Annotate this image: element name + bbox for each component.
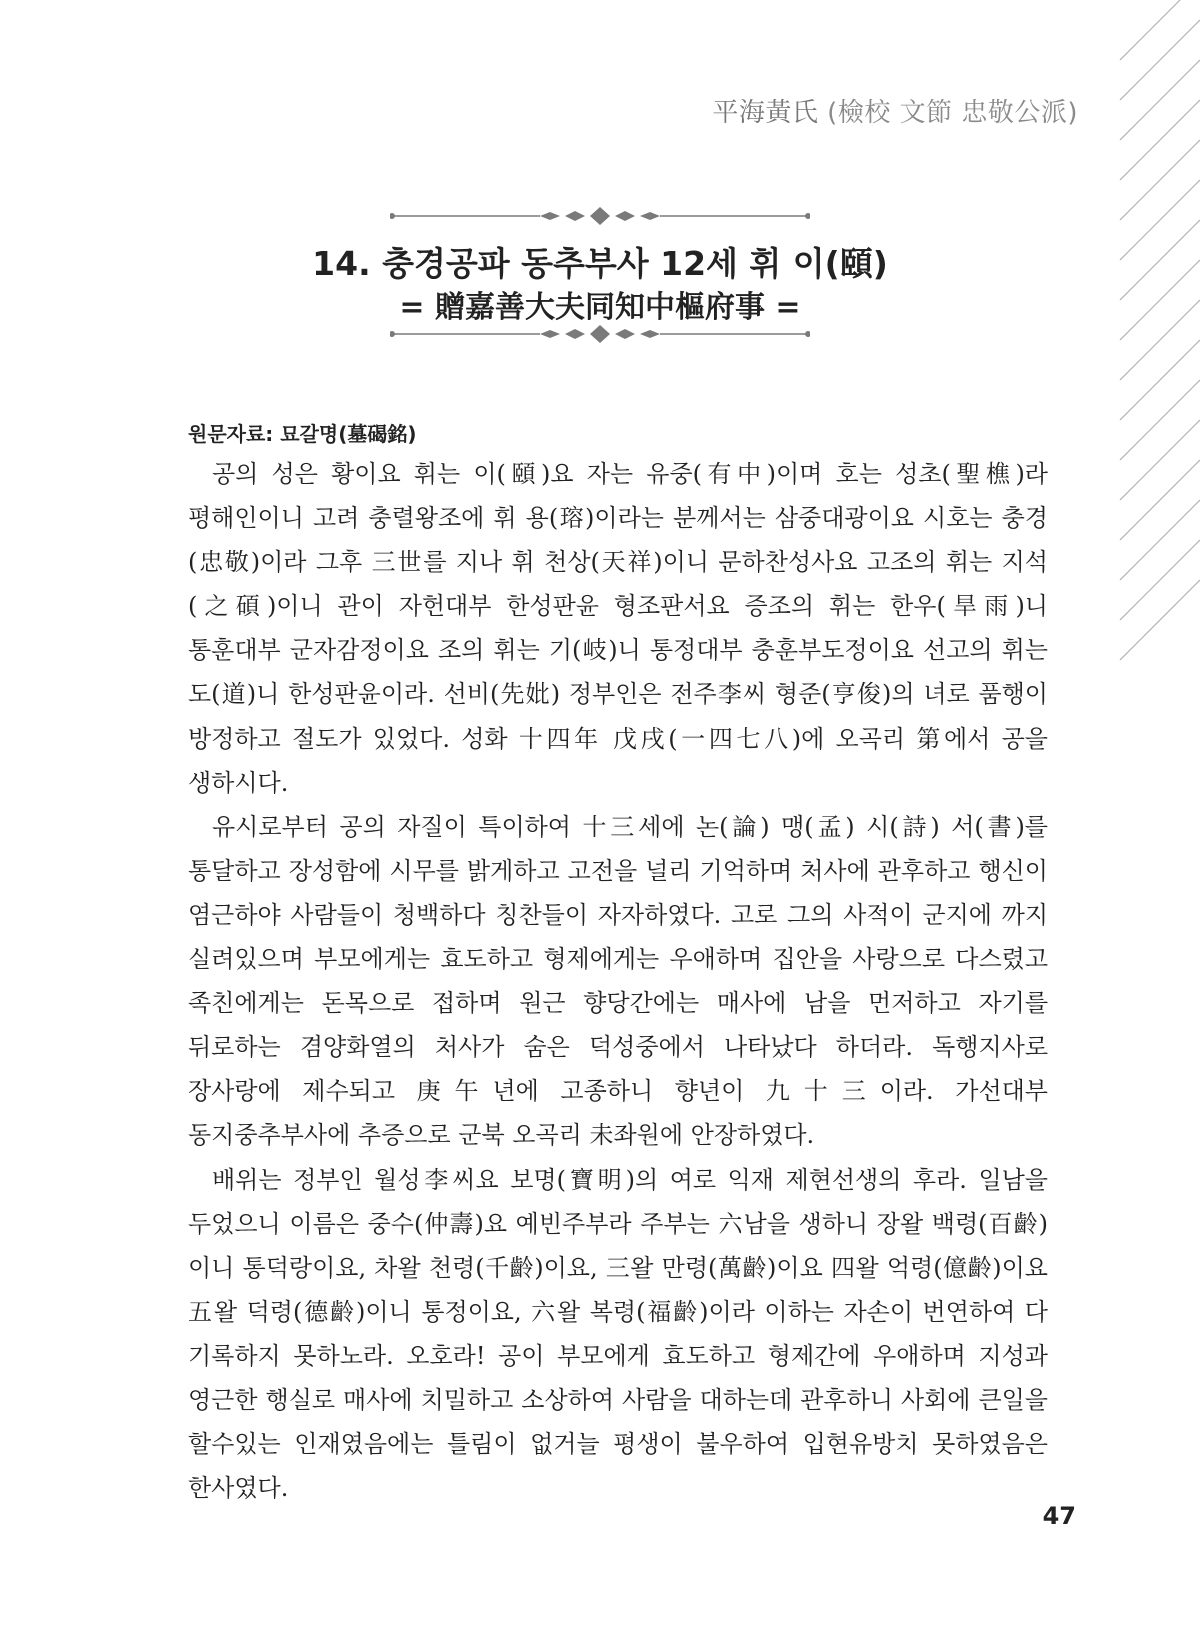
paragraph: 공의 성은 황이요 휘는 이(頤)요 자는 유중(有中)이며 호는 성초(聖樵)라 평해인이니 고려 충렬왕조에 휘 용(瑢)이라는 분께서는 삼중대광이요 시호는 충경(忠敬)이라 그후 三世를 지나 휘 천상(天祥)이니 문하찬성사요 고조의 휘는 지석(之碩)이니 관이 자헌대부 한성판윤 형조판서요 증조의 휘는 한우(旱雨)니 통훈대부 군자감정이요 조의 휘는 기(岐)니 통정대부 충훈부도정이요 선고의 휘는 도(道)니 한성판윤이라. 선비(先妣) 정부인은 전주李씨 형준(亨俊)의 녀로 품행이 방정하고 절도가 있었다. 성화 十四年 戊戌(一四七八)에 오곡리 第에서 공을 생하시다. xyxy=(188,460,1048,797)
running-header-main: 平海黃氏 xyxy=(712,98,819,128)
page-subtitle: = 贈嘉善大夫同知中樞府事 = xyxy=(399,290,801,325)
body-text xyxy=(188,452,1048,1510)
title-ornament-bottom xyxy=(390,322,810,346)
running-header-sub: (檢校 文節 忠敬公派) xyxy=(827,98,1078,128)
paragraph: 배위는 정부인 월성李씨요 보명(寶明)의 여로 익재 제현선생의 후라. 일남을 두었으니 이름은 중수(仲壽)요 예빈주부라 주부는 六남을 생하니 장왈 백령(百齡)이니 통덕랑이요, 차왈 천령(千齡)이요, 三왈 만령(萬齡)이요 四왈 억령(億齡)이요 五왈 덕령(德齡)이니 통정이요, 六왈 복령(福齡)이라 이하는 자손이 번연하여 다 기록하지 못하노라. 오호라! 공이 부모에게 효도하고 형제간에 우애하며 지성과 영근한 행실로 매사에 치밀하고 소상하여 사람을 대하는데 관후하니 사회에 큰일을 할수있는 인재였음에는 틀림이 없거늘 평생이 불우하여 입현유방치 못하였음은 한사였다. xyxy=(188,1165,1048,1503)
paragraph: 유시로부터 공의 자질이 특이하여 十三세에 논(論) 맹(孟) 시(詩) 서(書)를 통달하고 장성함에 시무를 밝게하고 고전을 널리 기억하며 처사에 관후하고 행신이 염근하야 사람들이 청백하다 칭찬들이 자자하였다. 고로 그의 사적이 군지에 까지 실려있으며 부모에게는 효도하고 형제에게는 우애하며 집안을 사랑으로 다스렸고 족친에게는 돈목으로 접하며 원근 향당간에는 매사에 남을 먼저하고 자기를 뒤로하는 겸양화열의 처사가 숨은 덕성중에서 나타났다 하더라. 독행지사로 장사랑에 제수되고 庚午년에 고종하니 향년이 九十三이라. 가선대부 동지중추부사에 추증으로 군북 오곡리 未좌원에 안장하였다. xyxy=(188,812,1048,1150)
running-header xyxy=(712,92,1078,129)
page-number: 47 xyxy=(1042,1502,1076,1530)
section-label: 원문자료: 묘갈명(墓碣銘) xyxy=(188,422,417,446)
title-ornament-top xyxy=(390,204,810,228)
page-title: 14. 충경공파 동추부사 12세 휘 이(頤) xyxy=(312,244,888,283)
